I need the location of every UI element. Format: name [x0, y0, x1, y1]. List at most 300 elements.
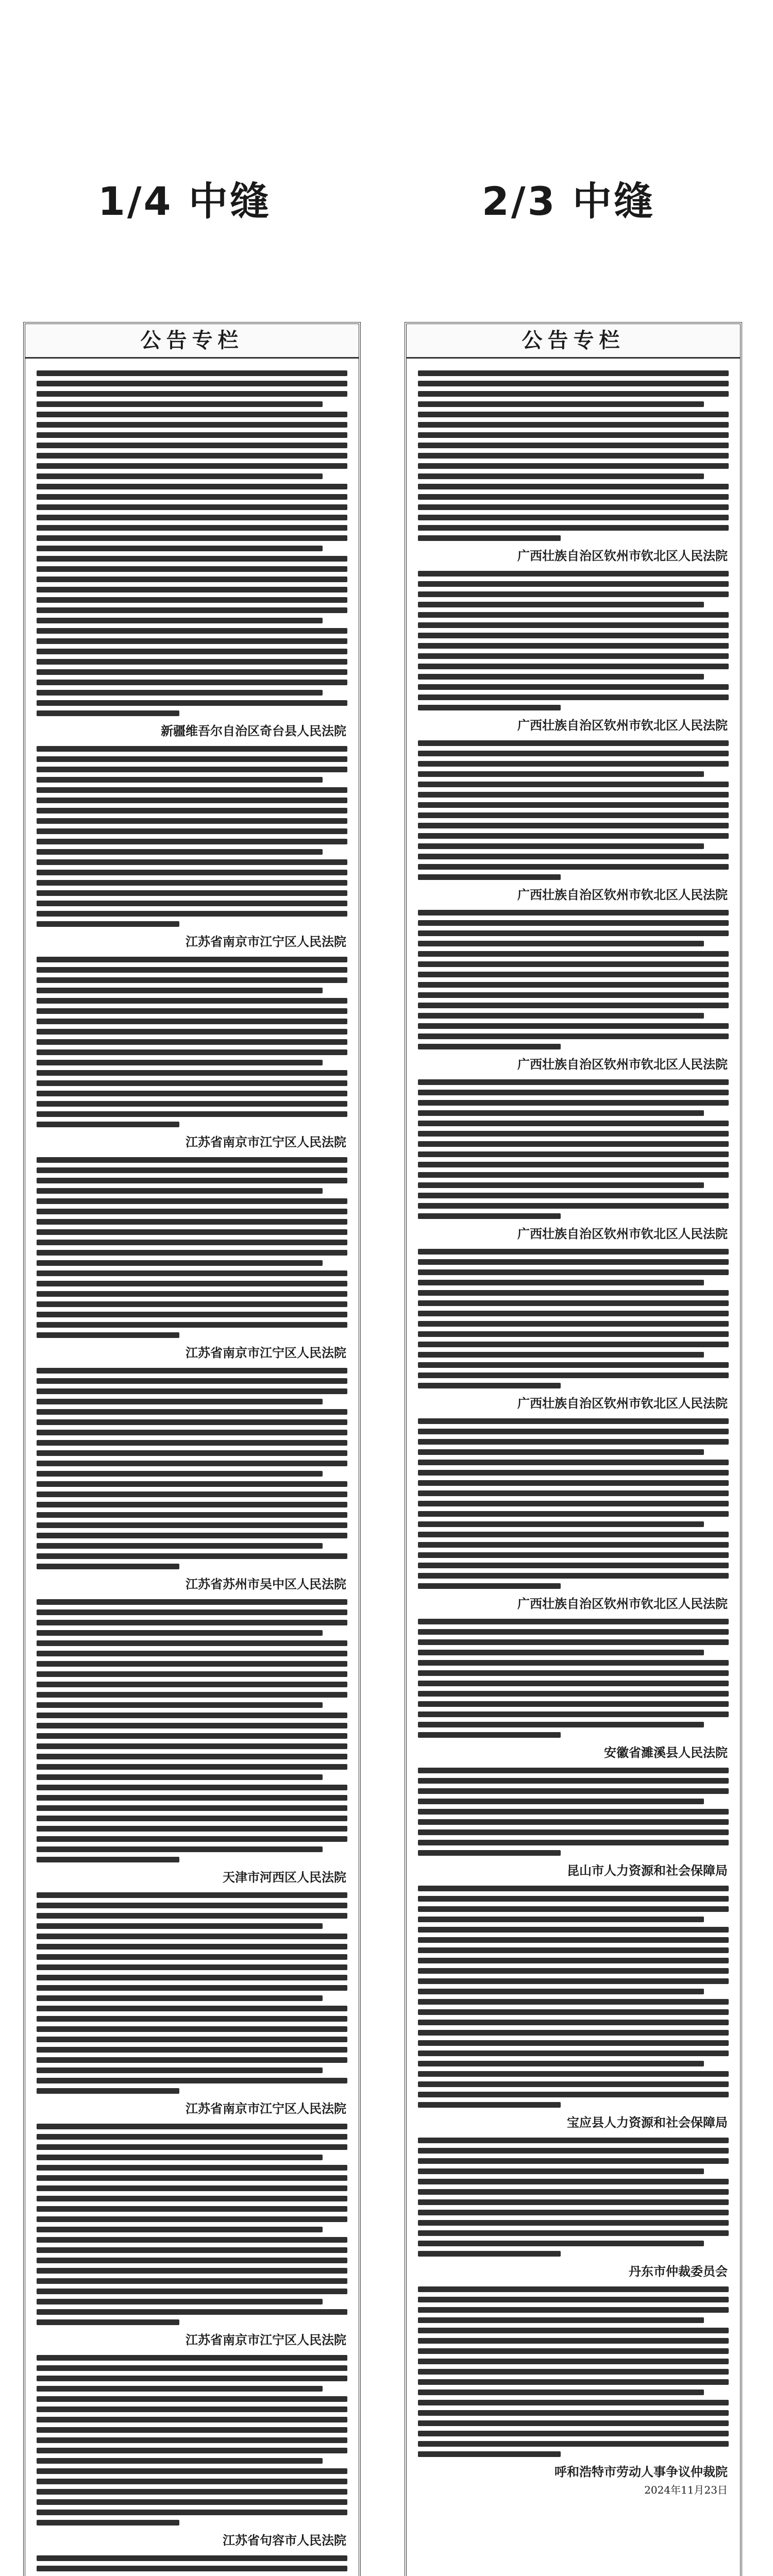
text-line — [418, 1947, 729, 1953]
text-line — [37, 1178, 347, 1183]
text-line — [418, 2230, 729, 2236]
text-line — [418, 1999, 729, 2005]
text-line — [418, 664, 729, 669]
text-line — [37, 2406, 347, 2412]
text-line — [418, 1573, 729, 1579]
text-line — [37, 977, 347, 983]
text-lines — [37, 2124, 347, 2325]
notice-block — [418, 2138, 729, 2279]
notice-block — [37, 2124, 347, 2348]
text-line — [37, 1188, 323, 1194]
text-line — [418, 1989, 704, 1994]
text-line — [418, 391, 729, 397]
text-line — [37, 2319, 179, 2325]
court-name: 广西壮族自治区钦州市钦北区人民法院 — [517, 718, 728, 733]
text-line — [37, 1409, 347, 1415]
text-line — [37, 777, 323, 783]
text-line — [418, 2431, 729, 2436]
notice-block — [418, 370, 729, 564]
text-line — [37, 911, 347, 917]
text-line — [418, 2050, 729, 2056]
text-line — [418, 1429, 729, 1434]
text-line — [418, 1439, 729, 1445]
text-lines — [418, 910, 729, 1049]
text-line — [418, 1151, 729, 1157]
text-line — [418, 2359, 729, 2364]
text-line — [418, 1331, 729, 1337]
text-lines — [418, 571, 729, 710]
text-line — [418, 740, 729, 746]
text-line — [418, 1968, 729, 1974]
text-line — [37, 1564, 179, 1569]
text-line — [37, 1816, 347, 1821]
text-line — [418, 1660, 729, 1666]
text-line — [418, 504, 729, 510]
text-line — [418, 1778, 729, 1784]
text-line — [37, 412, 347, 417]
text-line — [37, 2309, 347, 2315]
text-line — [37, 2206, 347, 2212]
text-line — [418, 1978, 729, 1984]
text-line — [418, 1033, 729, 1039]
text-lines — [37, 2555, 347, 2576]
text-line — [37, 1682, 347, 1687]
text-line — [37, 1368, 347, 1374]
text-line — [37, 2247, 347, 2253]
text-line — [418, 1203, 729, 1209]
text-line — [37, 2479, 347, 2484]
text-line — [37, 1167, 347, 1173]
court-name: 昆山市人力资源和社会保障局 — [567, 1863, 728, 1878]
text-line — [418, 1670, 729, 1676]
text-line — [418, 1249, 729, 1255]
text-line — [37, 2088, 179, 2094]
text-line — [418, 602, 704, 607]
text-line — [37, 2437, 347, 2443]
text-line — [418, 961, 729, 967]
notice-block — [418, 1768, 729, 1878]
text-line — [37, 2016, 347, 2022]
text-line — [37, 1892, 347, 1898]
text-line — [418, 2297, 729, 2302]
text-line — [418, 1850, 561, 1856]
text-line — [37, 1640, 347, 1646]
text-line — [37, 1764, 347, 1770]
text-line — [37, 1743, 347, 1749]
text-line — [37, 828, 347, 834]
text-line — [37, 1723, 347, 1728]
court-name: 江苏省南京市江宁区人民法院 — [186, 2333, 346, 2347]
text-line — [418, 1079, 729, 1085]
text-line — [418, 2251, 561, 2257]
text-line — [418, 2379, 729, 2385]
text-line — [418, 1583, 561, 1589]
text-lines — [418, 2286, 729, 2457]
text-lines — [418, 740, 729, 880]
text-line — [37, 1471, 323, 1477]
text-line — [418, 2179, 729, 2184]
text-line — [418, 1470, 729, 1476]
text-line — [418, 2441, 729, 2447]
text-line — [418, 1501, 729, 1506]
text-line — [37, 1260, 323, 1266]
text-line — [37, 618, 323, 623]
text-line — [37, 1440, 347, 1446]
header-right: 2/3 中缝 — [482, 178, 655, 224]
text-line — [37, 1270, 347, 1276]
text-line — [418, 1840, 729, 1845]
text-line — [418, 1352, 704, 1358]
text-line — [418, 381, 729, 386]
text-line — [418, 525, 729, 531]
court-name: 呼和浩特市劳动人事争议仲裁院 — [554, 2465, 728, 2479]
text-line — [37, 391, 347, 397]
text-line — [418, 823, 729, 828]
text-line — [418, 1460, 729, 1465]
text-line — [37, 1795, 347, 1801]
text-line — [418, 2400, 729, 2405]
text-line — [37, 2237, 347, 2243]
text-line — [418, 972, 729, 977]
text-line — [37, 1599, 347, 1605]
text-line — [418, 2071, 729, 2077]
text-line — [37, 1553, 347, 1559]
text-lines — [418, 1768, 729, 1856]
text-line — [37, 2299, 323, 2304]
text-line — [37, 422, 347, 428]
text-line — [418, 1927, 729, 1933]
text-line — [37, 2067, 323, 2073]
notice-block — [418, 1079, 729, 1242]
text-line — [37, 1250, 347, 1256]
text-line — [37, 1481, 347, 1487]
text-line — [418, 2420, 729, 2426]
court-name: 广西壮族自治区钦州市钦北区人民法院 — [517, 1597, 728, 1611]
text-line — [418, 643, 729, 649]
right-column — [405, 322, 742, 2576]
text-line — [418, 473, 704, 479]
text-line — [37, 1975, 347, 1980]
text-line — [418, 2338, 729, 2344]
text-line — [37, 967, 347, 973]
text-line — [37, 1091, 347, 1096]
text-line — [37, 1903, 347, 1908]
text-line — [37, 1522, 347, 1528]
text-line — [37, 690, 323, 696]
text-line — [37, 808, 347, 814]
text-line — [37, 1101, 347, 1107]
court-name: 江苏省苏州市吴中区人民法院 — [186, 1577, 346, 1591]
text-line — [37, 1713, 347, 1718]
text-line — [418, 1681, 729, 1686]
text-line — [418, 2328, 729, 2333]
text-line — [37, 628, 347, 634]
text-line — [418, 535, 561, 541]
text-line — [418, 812, 729, 818]
text-line — [418, 910, 729, 916]
announcement-frame-right — [405, 322, 742, 2576]
text-line — [37, 2278, 347, 2284]
text-line — [37, 2396, 347, 2402]
text-line — [37, 2376, 347, 2381]
text-line — [37, 1733, 347, 1739]
text-line — [37, 1923, 323, 1929]
text-line — [418, 1906, 729, 1912]
text-line — [418, 401, 704, 407]
text-line — [37, 921, 179, 927]
text-line — [418, 2317, 704, 2323]
text-line — [418, 1711, 729, 1717]
text-line — [37, 1543, 323, 1549]
text-line — [37, 998, 347, 1004]
text-line — [37, 2078, 347, 2083]
text-line — [37, 988, 323, 993]
text-line — [37, 1846, 323, 1852]
court-name: 广西壮族自治区钦州市钦北区人民法院 — [517, 1227, 728, 1241]
text-line — [37, 1430, 347, 1435]
text-line — [418, 1511, 729, 1517]
court-name: 广西壮族自治区钦州市钦北区人民法院 — [517, 1057, 728, 1072]
text-line — [418, 992, 729, 998]
text-line — [37, 1913, 347, 1919]
court-name: 丹东市仲裁委员会 — [629, 2264, 728, 2279]
text-line — [418, 1629, 729, 1635]
text-line — [418, 674, 704, 680]
court-name: 新疆维吾尔自治区奇台县人民法院 — [161, 724, 346, 738]
text-line — [37, 2499, 347, 2505]
text-line — [418, 1280, 704, 1285]
text-line — [37, 1609, 347, 1615]
text-line — [418, 1732, 561, 1738]
text-lines — [37, 2355, 347, 2526]
text-line — [37, 1492, 347, 1497]
text-line — [37, 525, 347, 531]
text-line — [37, 1332, 179, 1338]
text-line — [37, 1836, 347, 1842]
text-line — [37, 1671, 347, 1677]
text-line — [37, 2489, 347, 2495]
text-line — [37, 1229, 347, 1235]
text-line — [37, 1754, 347, 1759]
text-line — [418, 1090, 729, 1095]
notice-block — [418, 2286, 729, 2497]
text-line — [37, 2185, 347, 2191]
text-line — [37, 2365, 347, 2371]
notice-block — [418, 1886, 729, 2130]
text-line — [418, 1418, 729, 1424]
text-line — [418, 1121, 729, 1126]
text-lines — [418, 1418, 729, 1589]
text-line — [37, 2144, 347, 2150]
text-line — [37, 2227, 323, 2232]
text-line — [418, 1372, 729, 1378]
announcement-frame-left — [23, 322, 361, 2576]
text-line — [418, 494, 729, 500]
text-line — [37, 2155, 323, 2160]
text-line — [418, 1521, 704, 1527]
text-line — [37, 1049, 347, 1055]
text-line — [37, 1019, 347, 1024]
court-name: 广西壮族自治区钦州市钦北区人民法院 — [517, 888, 728, 902]
text-line — [418, 612, 729, 618]
text-line — [418, 1886, 729, 1891]
court-name: 广西壮族自治区钦州市钦北区人民法院 — [517, 549, 728, 563]
text-line — [418, 843, 704, 849]
text-line — [37, 1450, 347, 1456]
notice-block — [418, 740, 729, 903]
text-line — [418, 1532, 729, 1537]
text-lines — [37, 1892, 347, 2094]
text-line — [37, 901, 347, 906]
text-line — [37, 2448, 347, 2453]
text-line — [37, 2196, 347, 2201]
text-line — [418, 463, 729, 469]
text-line — [37, 2510, 347, 2515]
text-line — [37, 880, 347, 886]
text-line — [418, 2307, 729, 2313]
court-name: 江苏省南京市江宁区人民法院 — [186, 935, 346, 949]
text-line — [37, 700, 347, 706]
notice-block — [418, 1418, 729, 1612]
text-line — [37, 1630, 323, 1636]
text-line — [418, 2410, 729, 2416]
text-line — [37, 1388, 347, 1394]
text-line — [37, 1312, 347, 1317]
text-line — [418, 2389, 704, 2395]
header-left: 1/4 中缝 — [98, 178, 271, 224]
text-line — [418, 1937, 729, 1943]
text-line — [418, 2369, 729, 2375]
text-line — [37, 649, 347, 654]
notice-block — [37, 1599, 347, 1885]
notice-date: 2024年11月23日 — [644, 2484, 728, 2496]
text-line — [37, 818, 347, 824]
frame-title-left: 公告专栏 — [25, 324, 359, 359]
text-line — [37, 1692, 347, 1698]
text-line — [37, 957, 347, 962]
text-lines — [37, 957, 347, 1127]
text-line — [418, 2138, 729, 2143]
text-lines — [37, 1368, 347, 1569]
text-line — [418, 792, 729, 798]
text-line — [418, 2009, 729, 2015]
text-line — [37, 2566, 347, 2571]
text-line — [37, 2258, 347, 2263]
text-line — [418, 484, 729, 489]
text-line — [37, 2289, 347, 2294]
text-line — [418, 2158, 729, 2164]
text-line — [37, 1322, 347, 1328]
text-line — [37, 890, 347, 896]
text-line — [418, 432, 729, 438]
notice-block — [37, 1368, 347, 1592]
text-line — [37, 473, 323, 479]
text-line — [37, 767, 347, 772]
notice-block — [418, 571, 729, 733]
text-line — [418, 1342, 729, 1347]
text-line — [418, 1691, 729, 1697]
text-line — [37, 1029, 347, 1035]
text-line — [37, 1198, 347, 1204]
text-line — [418, 1100, 729, 1106]
text-line — [418, 1193, 729, 1198]
text-line — [37, 2355, 347, 2361]
text-line — [418, 2241, 704, 2246]
text-line — [418, 864, 729, 870]
text-line — [37, 1785, 347, 1790]
text-line — [418, 1819, 729, 1825]
text-line — [37, 2006, 347, 2011]
text-line — [37, 1661, 347, 1667]
text-line — [37, 2165, 347, 2171]
text-line — [37, 2458, 323, 2464]
text-line — [37, 1240, 347, 1245]
text-line — [418, 1362, 729, 1368]
text-line — [418, 1213, 561, 1219]
text-line — [418, 1480, 729, 1486]
text-line — [418, 1269, 729, 1275]
notice-block — [37, 370, 347, 739]
text-lines — [37, 1157, 347, 1338]
text-line — [37, 587, 347, 592]
text-line — [37, 1122, 179, 1127]
text-line — [37, 607, 347, 613]
text-line — [418, 1003, 729, 1008]
text-line — [37, 1461, 347, 1466]
text-line — [418, 1552, 729, 1558]
text-line — [37, 2047, 347, 2053]
text-line — [418, 1809, 729, 1815]
text-line — [418, 1182, 704, 1188]
text-line — [418, 370, 729, 376]
text-line — [37, 1008, 347, 1014]
text-line — [37, 669, 347, 675]
text-line — [37, 2134, 347, 2140]
text-line — [37, 1291, 347, 1297]
text-line — [37, 710, 179, 716]
text-line — [37, 1857, 179, 1862]
text-line — [37, 1954, 347, 1960]
text-line — [37, 2216, 347, 2222]
text-lines — [37, 1599, 347, 1862]
text-line — [37, 1533, 347, 1538]
text-line — [37, 839, 347, 844]
text-line — [37, 494, 347, 500]
text-line — [418, 1896, 729, 1902]
text-line — [418, 2081, 729, 2087]
text-line — [418, 2286, 729, 2292]
text-line — [37, 1378, 347, 1384]
text-line — [37, 1995, 323, 2001]
text-line — [418, 1490, 729, 1496]
text-line — [418, 2148, 729, 2154]
text-line — [418, 1023, 729, 1029]
text-line — [418, 1563, 729, 1568]
text-line — [418, 1768, 729, 1773]
text-line — [37, 659, 347, 665]
text-line — [37, 1419, 347, 1425]
text-line — [37, 1070, 347, 1076]
text-line — [418, 1131, 729, 1137]
text-line — [37, 1512, 347, 1518]
text-lines — [37, 370, 347, 716]
text-line — [37, 2026, 347, 2032]
text-line — [37, 859, 347, 865]
text-line — [37, 546, 323, 551]
text-line — [37, 1944, 347, 1950]
text-line — [418, 854, 729, 859]
notice-block — [37, 2555, 347, 2576]
